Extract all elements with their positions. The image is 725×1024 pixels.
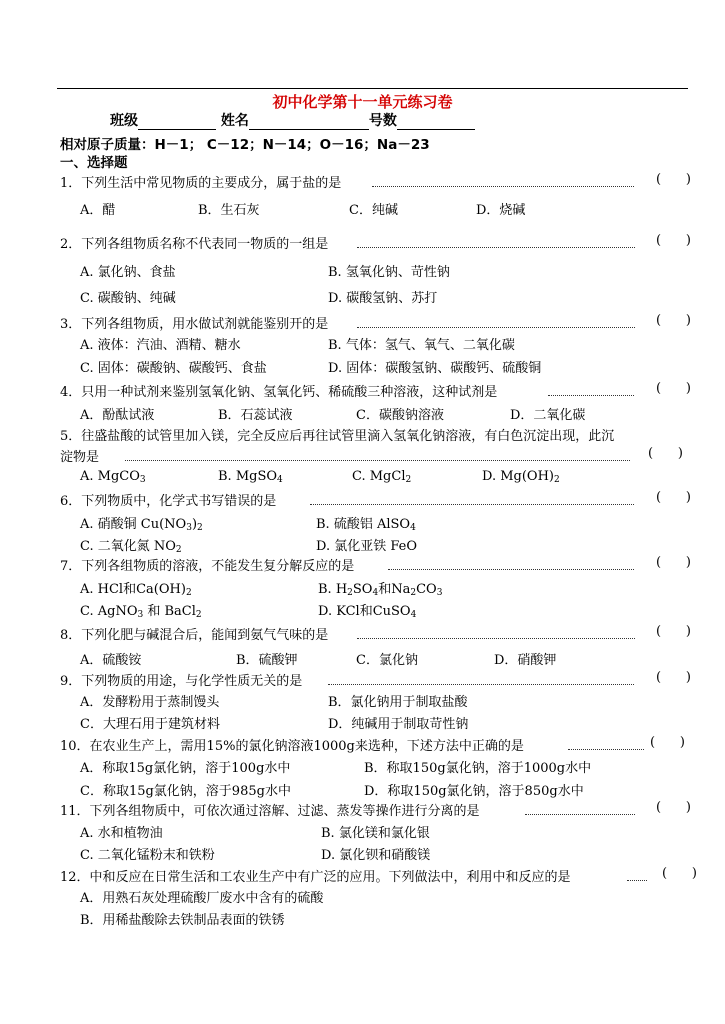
atomic-mass-line: 相对原子质量：H－1； C－12；N－14；O－16；Na－23 [60,137,430,153]
subscript: 3 [137,610,144,620]
option-b[interactable] [318,578,442,598]
option-b[interactable] [218,469,283,485]
question-number: 6． [60,494,82,509]
answer-paren[interactable]: ( ) [650,735,685,750]
question-number: 3． [60,317,82,332]
answer-paren[interactable]: ( ) [662,866,697,881]
formula-tail: ) [191,517,198,532]
answer-paren[interactable]: ( ) [656,800,691,815]
number-blank[interactable] [397,115,475,130]
answer-paren[interactable]: ( ) [656,313,691,328]
option-b[interactable]: B. 氯化镁和氯化银 [321,826,430,841]
formula-part: 和Na [378,582,411,597]
option-c[interactable]: C．大理石用于建筑材料 [80,717,220,732]
question-number: 7． [60,559,82,574]
question-text: 只用一种试剂来鉴别氢氧化钠、氢氧化钙、稀硫酸三种溶液，这种试剂是 [81,385,498,400]
option-d[interactable]: D．烧碱 [476,203,526,218]
question-1 [60,172,695,191]
option-c[interactable]: C．纯碱 [349,203,398,218]
subscript: 2 [554,475,560,485]
option-b[interactable]: B．称取150g氯化钠，溶于1000g水中 [364,761,592,776]
dot-leader [310,504,634,505]
option-d[interactable]: D．二氧化碳 [510,408,586,423]
option-c[interactable] [80,600,202,620]
number-label: 号数 [368,113,397,129]
subscript: 3 [139,475,146,485]
option-d[interactable]: D. 固体：碳酸氢钠、碳酸钙、硫酸铜 [328,361,542,376]
question-2 [60,233,695,252]
question-8 [60,624,695,643]
question-text: 下列物质中，化学式书写错误的是 [81,494,277,509]
answer-paren[interactable]: ( ) [656,670,691,685]
class-label: 班级 [110,113,138,129]
answer-paren[interactable]: ( ) [656,624,691,639]
dot-leader [357,638,635,639]
option-b-text: B. 硫酸铝 AlSO [316,517,411,532]
subscript: 4 [372,588,379,598]
answer-paren[interactable]: ( ) [656,233,691,248]
question-text: 下列各组物质中，可依次通过溶解、过滤、蒸发等操作进行分离的是 [89,804,480,819]
answer-paren[interactable]: ( ) [648,446,683,461]
question-10 [60,735,695,754]
dot-leader [372,186,634,187]
subscript: 2 [410,588,417,598]
option-a[interactable] [80,513,203,533]
question-text: 下列各组物质的溶液，不能发生复分解反应的是 [81,559,355,574]
page-title: 初中化学第十一单元练习卷 [272,93,453,111]
question-text: 往盛盐酸的试管里加入镁，完全反应后再往试管里滴入氢氧化钠溶液，有白色沉淀出现，此沉 [81,429,615,444]
question-text: 下列各组物质，用水做试剂就能鉴别开的是 [81,317,329,332]
option-b[interactable]: B. 氢氧化钠、苛性钠 [328,265,450,280]
option-c-text: C. MgCl [352,469,406,484]
question-number: 12． [60,870,90,885]
subscript: 4 [410,523,416,533]
option-b[interactable]: B. 气体：氢气、氧气、二氧化碳 [328,338,515,353]
subscript: 2 [405,475,412,485]
question-number: 2． [60,237,82,252]
question-7 [60,555,695,574]
option-a[interactable]: A．硫酸铵 [80,653,142,668]
option-d[interactable] [482,469,560,485]
question-number: 4． [60,385,82,400]
option-b-text: B. MgSO [218,469,278,484]
subscript: 3 [186,523,192,533]
dot-leader [548,395,634,396]
option-c[interactable]: C．称取15g氯化钠，溶于985g水中 [80,784,291,799]
option-d-text: D. KCl和CuSO [318,604,411,619]
question-12 [60,866,695,885]
section-heading: 一、选择题 [60,155,128,171]
subscript: 4 [410,610,417,620]
dot-leader [357,247,635,248]
option-d[interactable]: D. 氯化钡和硝酸镁 [321,848,431,863]
dot-leader [328,684,634,685]
option-c[interactable]: C. 固体：碳酸钠、碳酸钙、食盐 [80,361,267,376]
question-4 [60,381,695,400]
dot-leader [568,749,644,750]
option-d[interactable]: D．硝酸钾 [494,653,557,668]
subscript: 3 [436,588,443,598]
option-b[interactable]: B．硫酸钾 [236,653,298,668]
option-c[interactable]: C. 二氧化锰粉末和铁粉 [80,848,215,863]
question-text: 下列各组物质名称不代表同一物质的一组是 [81,237,329,252]
formula-part: CO [416,582,437,597]
dot-leader [357,327,635,328]
student-info-line [110,110,475,130]
header-rule [57,88,688,89]
option-a-text: A. HCl和Ca(OH) [80,582,186,597]
answer-paren[interactable]: ( ) [656,555,691,570]
option-b-text: B. H [318,582,348,597]
subscript: 4 [277,475,283,485]
option-c[interactable]: C. 碳酸钠、纯碱 [80,291,176,306]
question-text: 下列物质的用途，与化学性质无关的是 [81,674,303,689]
option-a[interactable]: A. 液体：汽油、酒精、糖水 [80,338,241,353]
option-a[interactable] [80,469,146,485]
question-5 [60,425,695,444]
option-c[interactable]: C．氯化钠 [356,653,418,668]
option-a[interactable]: A. 水和植物油 [80,826,163,841]
formula-part: 和 BaCl [143,604,196,619]
option-d[interactable]: D. 碳酸氢钠、苏打 [328,291,438,306]
question-number: 1． [60,176,82,191]
option-c[interactable] [80,535,182,555]
option-c[interactable]: C．碳酸钠溶液 [356,408,444,423]
class-blank[interactable] [138,115,216,130]
name-blank[interactable] [249,115,369,130]
option-a[interactable]: A．酚酞试液 [80,408,155,423]
option-a[interactable]: A．称取15g氯化钠，溶于100g水中 [80,761,291,776]
dot-leader [627,880,647,881]
option-d[interactable]: D．纯碱用于制取苛性钠 [328,717,469,732]
question-number: 10． [60,739,90,754]
option-c-text: C. 二氧化氮 NO [80,539,176,554]
question-11 [60,800,695,819]
option-a[interactable]: A. 氯化钠、食盐 [80,265,176,280]
option-a-text: A. 硝酸铜 Cu(NO [80,517,187,532]
question-text-continued: 淀物是 [60,450,100,465]
option-c[interactable] [352,469,411,485]
option-b[interactable]: B．氯化钠用于制取盐酸 [328,695,468,710]
option-b[interactable] [316,513,416,533]
question-6 [60,490,695,509]
question-text: 下列化肥与碱混合后，能闻到氨气气味的是 [81,628,329,643]
option-d[interactable] [318,600,416,620]
subscript: 2 [197,523,203,533]
question-text: 下列生活中常见物质的主要成分，属于盐的是 [81,176,342,191]
subscript: 2 [347,588,353,598]
option-a-text: A. MgCO [80,469,140,484]
option-d[interactable]: D. 氯化亚铁 FeO [316,539,418,554]
question-5-continued [60,446,695,465]
answer-paren[interactable]: ( ) [656,172,691,187]
question-number: 11． [60,804,90,819]
option-c-text: C. AgNO [80,604,138,619]
option-b[interactable]: B．石蕊试液 [218,408,293,423]
option-a[interactable]: A．用熟石灰处理硫酸厂废水中含有的硫酸 [80,891,324,906]
question-3 [60,313,695,332]
dot-leader [125,460,630,461]
question-9 [60,670,695,689]
option-a[interactable]: A．发酵粉用于蒸制馒头 [80,695,220,710]
answer-paren[interactable]: ( ) [656,490,691,505]
dot-leader [388,569,634,570]
question-number: 5． [60,429,82,444]
question-text: 在农业生产上，需用15%的氯化钠溶液1000g来选种，下述方法中正确的是 [89,739,524,754]
option-b[interactable]: B．用稀盐酸除去铁制品表面的铁锈 [80,913,285,928]
option-b[interactable]: B．生石灰 [198,203,260,218]
question-number: 9． [60,674,82,689]
subscript: 2 [175,545,182,555]
subscript: 2 [195,610,202,620]
answer-paren[interactable]: ( ) [656,381,691,396]
question-number: 8． [60,628,82,643]
option-a[interactable]: A．醋 [80,203,116,218]
subscript: 2 [185,588,192,598]
dot-leader [525,814,635,815]
formula-part: SO [352,582,373,597]
option-d-text: D. Mg(OH) [482,469,554,484]
question-text: 中和反应在日常生活和工农业生产中有广泛的应用。下列做法中，利用中和反应的是 [89,870,571,885]
option-d[interactable]: D．称取150g氯化钠，溶于850g水中 [364,784,584,799]
option-a[interactable] [80,578,192,598]
name-label: 姓名 [220,113,249,129]
